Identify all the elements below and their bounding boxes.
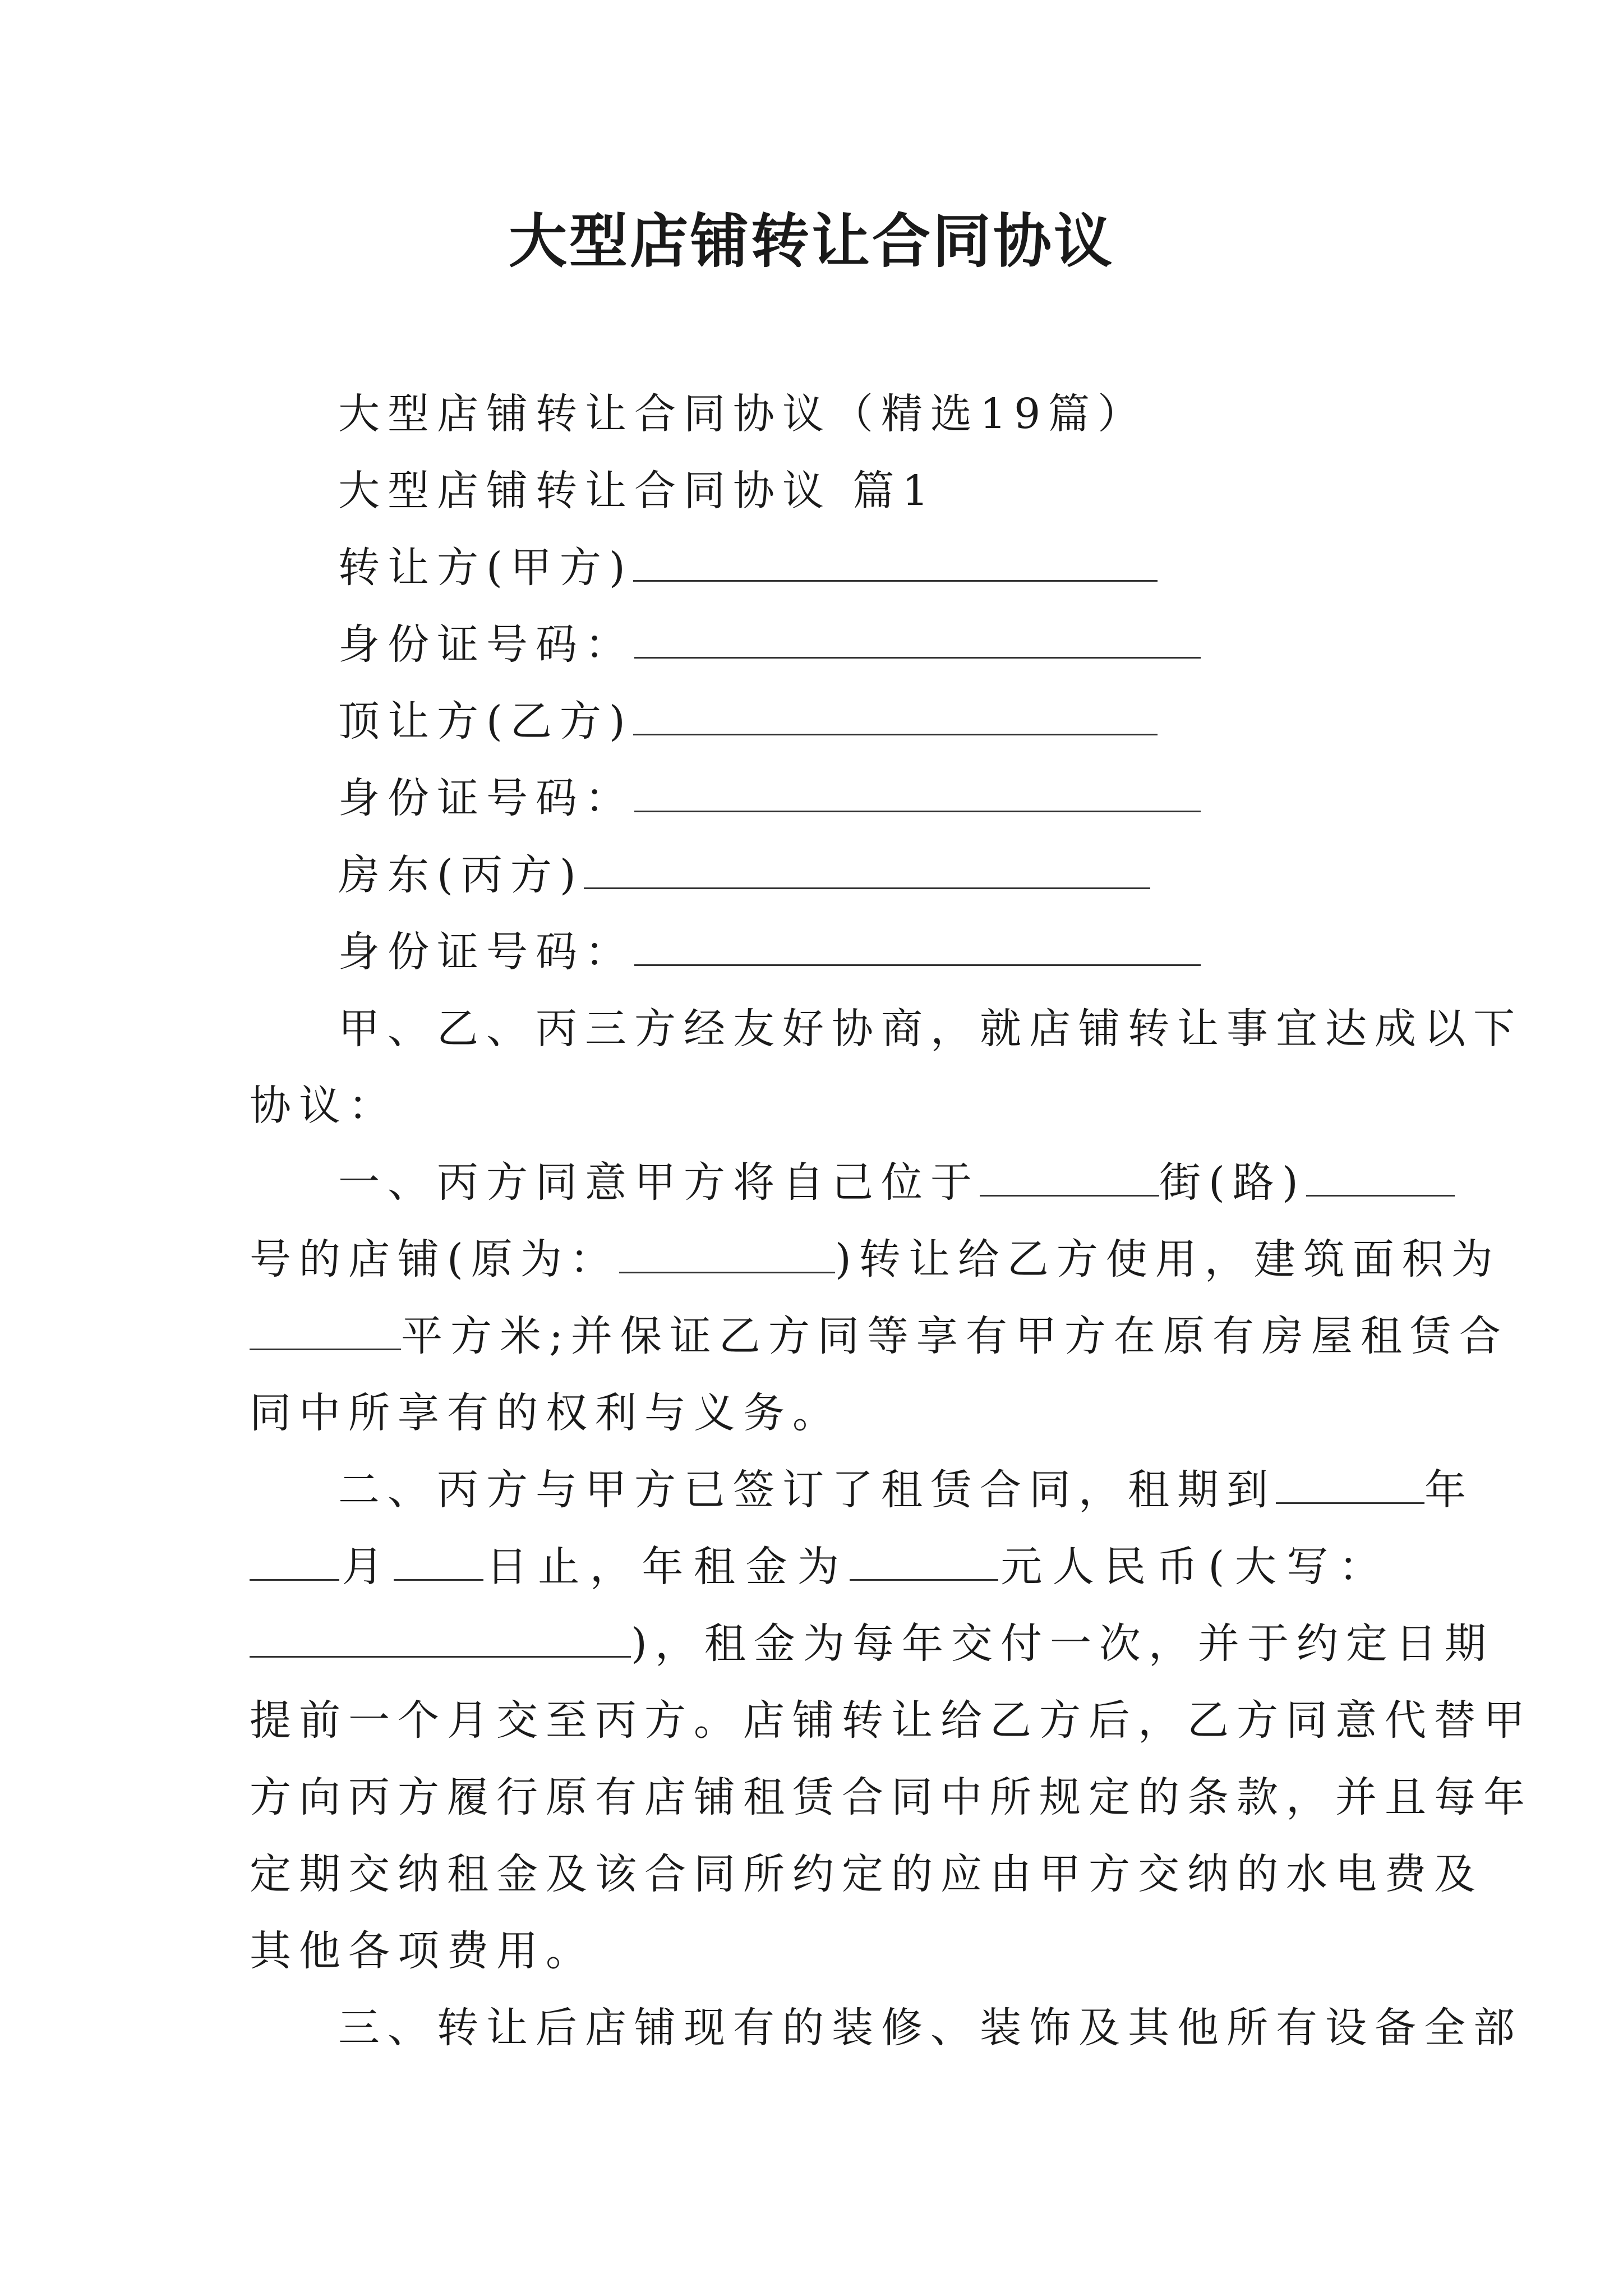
clause1-line-4 — [250, 1375, 1388, 1452]
clause2-text-3: 月 — [339, 1543, 394, 1591]
clause2-line-7 — [250, 1913, 1388, 1990]
clause1-line-3 — [250, 1298, 1509, 1375]
lease-year-blank — [1276, 1467, 1424, 1504]
subtitle-line — [250, 376, 1388, 453]
transferor-id-line — [250, 606, 1388, 683]
clause1-text-4: )转让给乙方使用，建筑面积为 — [834, 1235, 1501, 1283]
clause3-text-1: 三、转让后店铺现有的装修、装饰及其他所有设备全部 — [338, 2004, 1523, 2052]
transferor-id-label: 身份证号码： — [338, 620, 634, 669]
clause2-line-5 — [250, 1759, 1533, 1836]
clause2-text-5: 元人民币(大写： — [998, 1543, 1388, 1591]
annual-rent-blank — [850, 1544, 998, 1581]
transferee-line — [250, 683, 1388, 760]
landlord-line — [250, 837, 1388, 914]
section-heading-line — [250, 453, 1388, 530]
landlord-label: 房东(丙方) — [338, 851, 584, 899]
clause2-text-10: 其他各项费用。 — [250, 1927, 595, 1975]
clause2-line-2 — [250, 1529, 1388, 1605]
intro-line-1 — [250, 991, 1523, 1068]
transferor-id-blank — [634, 622, 1201, 659]
clause2-line-4 — [250, 1682, 1533, 1759]
clause2-text-4: 日止，年租金为 — [483, 1543, 850, 1591]
clause2-text-7: 提前一个月交至丙方。店铺转让给乙方后，乙方同意代替甲 — [250, 1696, 1533, 1745]
landlord-blank — [584, 853, 1150, 889]
transferor-line — [250, 530, 1388, 606]
clause2-text-9: 定期交纳租金及该合同所约定的应由甲方交纳的水电费及 — [250, 1850, 1483, 1898]
document-title: 大型店铺转让合同协议 — [508, 206, 1114, 275]
lease-day-blank — [394, 1544, 483, 1581]
landlord-id-blank — [634, 930, 1201, 966]
street-number-blank — [1306, 1160, 1455, 1197]
transferee-id-label: 身份证号码： — [338, 774, 634, 822]
lease-month-blank — [250, 1544, 339, 1581]
transferor-blank — [633, 545, 1158, 582]
document-body — [250, 376, 1533, 2067]
intro-text-1: 甲、乙、丙三方经友好协商，就店铺转让事宜达成以下 — [338, 1005, 1523, 1053]
clause3-line-1 — [250, 1990, 1523, 2067]
clause1-text-1: 一、丙方同意甲方将自己位于 — [338, 1158, 980, 1207]
landlord-id-line — [250, 914, 1388, 991]
subtitle: 大型店铺转让合同协议（精选19篇） — [338, 390, 1147, 438]
clause2-text-1: 二、丙方与甲方已签订了租赁合同，租期到 — [338, 1466, 1276, 1514]
intro-line-2 — [250, 1068, 1388, 1144]
clause2-line-6 — [250, 1836, 1483, 1913]
clause1-line-2 — [250, 1221, 1501, 1298]
transferor-label: 转让方(甲方) — [338, 544, 633, 592]
clause1-line-1 — [250, 1144, 1388, 1221]
original-use-blank — [619, 1237, 835, 1273]
clause1-text-2: 街(路) — [1159, 1158, 1306, 1207]
clause2-text-6: )，租金为每年交付一次，并于约定日期 — [631, 1619, 1494, 1668]
transferee-label: 顶让方(乙方) — [338, 697, 633, 746]
street-blank — [980, 1160, 1159, 1197]
rent-uppercase-blank — [250, 1621, 631, 1658]
clause2-line-1 — [250, 1452, 1474, 1529]
section-heading: 大型店铺转让合同协议 篇1 — [338, 467, 937, 515]
transferee-blank — [633, 699, 1158, 735]
landlord-id-label: 身份证号码： — [338, 928, 634, 976]
transferee-id-blank — [634, 776, 1201, 812]
clause2-text-2: 年 — [1424, 1466, 1474, 1514]
clause1-text-6: 同中所享有的权利与义务。 — [250, 1389, 842, 1437]
clause1-text-5: 平方米;并保证乙方同等享有甲方在原有房屋租赁合 — [401, 1312, 1509, 1360]
area-blank — [250, 1314, 401, 1350]
intro-text-2: 协议： — [250, 1082, 398, 1130]
clause1-text-3: 号的店铺(原为： — [250, 1235, 619, 1283]
clause2-line-3 — [250, 1605, 1494, 1682]
transferee-id-line — [250, 760, 1388, 837]
clause2-text-8: 方向丙方履行原有店铺租赁合同中所规定的条款，并且每年 — [250, 1773, 1533, 1821]
